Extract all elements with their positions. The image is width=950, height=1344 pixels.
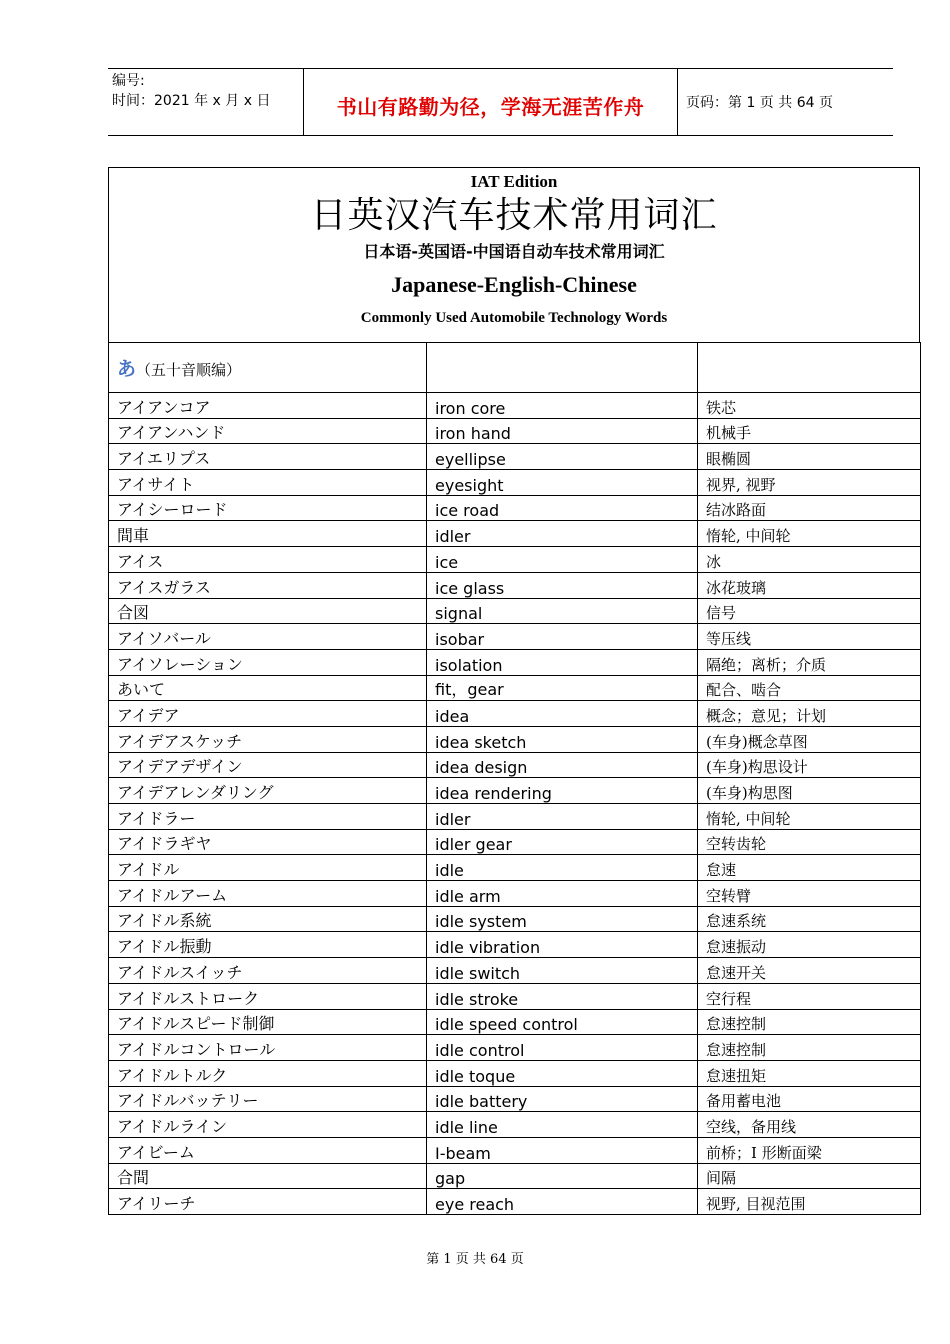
table-row	[109, 1035, 921, 1061]
english-term: idle toque	[427, 1060, 698, 1086]
english-term: idea design	[427, 752, 698, 778]
japanese-term: アイドラー	[109, 804, 427, 830]
table-row	[109, 572, 921, 598]
table-row	[109, 521, 921, 547]
english-term: idler gear	[427, 829, 698, 855]
japanese-term: アイサイト	[109, 470, 427, 496]
chinese-term: 铁芯	[698, 393, 921, 419]
chinese-term: (车身)概念草图	[698, 726, 921, 752]
japanese-term: アイデア	[109, 701, 427, 727]
japanese-term: アイドルライン	[109, 1112, 427, 1138]
table-row	[109, 1163, 921, 1189]
table-row	[109, 547, 921, 573]
table-row	[109, 624, 921, 650]
edition-label: IAT Edition	[470, 172, 558, 191]
english-term: idler	[427, 521, 698, 547]
english-term: isobar	[427, 624, 698, 650]
subtitle: 日本语-英国语-中国语自动车技术常用词汇	[363, 242, 665, 261]
header-page-info: 页码：第 1 页 共 64 页	[686, 95, 833, 111]
english-title: Japanese-English-Chinese	[391, 272, 637, 297]
table-row	[109, 701, 921, 727]
chinese-term: 隔绝；离析；介质	[698, 649, 921, 675]
english-term: fit，gear	[427, 675, 698, 701]
english-term: idle control	[427, 1035, 698, 1061]
document-number-label: 编号:	[112, 73, 145, 89]
chinese-term: 信号	[698, 598, 921, 624]
section-header-row	[109, 343, 921, 393]
japanese-term: アイデアスケッチ	[109, 726, 427, 752]
japanese-term: アイスガラス	[109, 572, 427, 598]
chinese-term: 等压线	[698, 624, 921, 650]
table-row	[109, 958, 921, 984]
english-term: idea rendering	[427, 778, 698, 804]
table-row	[109, 1137, 921, 1163]
english-term: eyesight	[427, 470, 698, 496]
japanese-term: アイドルアーム	[109, 881, 427, 907]
english-term: ice	[427, 547, 698, 573]
chinese-term: 怠速控制	[698, 1035, 921, 1061]
table-row	[109, 983, 921, 1009]
english-term: iron core	[427, 393, 698, 419]
chinese-term: 怠速控制	[698, 1009, 921, 1035]
table-row	[109, 726, 921, 752]
chinese-term: 空转齿轮	[698, 829, 921, 855]
table-row	[109, 393, 921, 419]
table-row	[109, 444, 921, 470]
document-time: 时间：2021 年 x 月 x 日	[112, 93, 271, 109]
table-row	[109, 1189, 921, 1215]
japanese-term: あいて	[109, 675, 427, 701]
english-term: ice road	[427, 495, 698, 521]
chinese-term: 冰	[698, 547, 921, 573]
english-term: idle switch	[427, 958, 698, 984]
table-row	[109, 649, 921, 675]
japanese-term: 合間	[109, 1163, 427, 1189]
table-row	[109, 495, 921, 521]
english-term: signal	[427, 598, 698, 624]
english-term: idea sketch	[427, 726, 698, 752]
chinese-term: 空转臂	[698, 881, 921, 907]
japanese-term: 合図	[109, 598, 427, 624]
japanese-term: アイドル振動	[109, 932, 427, 958]
table-row	[109, 1060, 921, 1086]
title-block	[108, 167, 920, 343]
japanese-term: 間車	[109, 521, 427, 547]
table-row	[109, 675, 921, 701]
japanese-term: アイドルスイッチ	[109, 958, 427, 984]
chinese-term: (车身)构思设计	[698, 752, 921, 778]
english-term: iron hand	[427, 418, 698, 444]
table-row	[109, 932, 921, 958]
table-row	[109, 778, 921, 804]
chinese-term: 怠速振动	[698, 932, 921, 958]
table-row	[109, 829, 921, 855]
japanese-term: アイドルコントロール	[109, 1035, 427, 1061]
english-term: idle vibration	[427, 932, 698, 958]
japanese-term: アイアンハンド	[109, 418, 427, 444]
english-term: idle battery	[427, 1086, 698, 1112]
english-term: I-beam	[427, 1137, 698, 1163]
chinese-term: 前桥；I 形断面梁	[698, 1137, 921, 1163]
japanese-term: アイドル	[109, 855, 427, 881]
table-row	[109, 418, 921, 444]
table-row	[109, 1086, 921, 1112]
section-note: （五十音顺编）	[136, 361, 242, 379]
japanese-term: アイデアデザイン	[109, 752, 427, 778]
header-motto: 书山有路勤为径，学海无涯苦作舟	[304, 69, 678, 135]
chinese-term: 惰轮, 中间轮	[698, 521, 921, 547]
japanese-term: アイデアレンダリング	[109, 778, 427, 804]
table-row	[109, 598, 921, 624]
table-row	[109, 752, 921, 778]
english-term: idle	[427, 855, 698, 881]
chinese-term: 惰轮, 中间轮	[698, 804, 921, 830]
section-empty-cell	[427, 343, 698, 393]
japanese-term: アイドルトルク	[109, 1060, 427, 1086]
table-row	[109, 1009, 921, 1035]
english-term: idle stroke	[427, 983, 698, 1009]
japanese-term: アイリーチ	[109, 1189, 427, 1215]
chinese-term: 怠速开关	[698, 958, 921, 984]
chinese-term: 间隔	[698, 1163, 921, 1189]
section-header-cell	[109, 343, 427, 393]
chinese-term: 空线，备用线	[698, 1112, 921, 1138]
chinese-term: 备用蓄电池	[698, 1086, 921, 1112]
chinese-term: (车身)构思图	[698, 778, 921, 804]
chinese-term: 概念；意见；计划	[698, 701, 921, 727]
table-row	[109, 855, 921, 881]
chinese-term: 怠速系统	[698, 906, 921, 932]
japanese-term: アイドラギヤ	[109, 829, 427, 855]
chinese-term: 冰花玻璃	[698, 572, 921, 598]
japanese-term: アイドルスピード制御	[109, 1009, 427, 1035]
header-meta	[108, 69, 304, 135]
page-header	[108, 68, 893, 136]
japanese-term: アイソレーション	[109, 649, 427, 675]
japanese-term: アイドルストローク	[109, 983, 427, 1009]
chinese-term: 怠速	[698, 855, 921, 881]
chinese-term: 结冰路面	[698, 495, 921, 521]
english-term: idle system	[427, 906, 698, 932]
table-row	[109, 1112, 921, 1138]
chinese-term: 空行程	[698, 983, 921, 1009]
english-term: eyellipse	[427, 444, 698, 470]
japanese-term: アイドルバッテリー	[109, 1086, 427, 1112]
page-footer: 第 1 页 共 64 页	[426, 1252, 524, 1267]
table-row	[109, 470, 921, 496]
main-title: 日英汉汽车技术常用词汇	[310, 195, 718, 236]
english-term: gap	[427, 1163, 698, 1189]
english-term: idle arm	[427, 881, 698, 907]
english-term: idea	[427, 701, 698, 727]
japanese-term: アイビーム	[109, 1137, 427, 1163]
english-term: ice glass	[427, 572, 698, 598]
english-term: idler	[427, 804, 698, 830]
chinese-term: 机械手	[698, 418, 921, 444]
table-row	[109, 804, 921, 830]
english-term: eye reach	[427, 1189, 698, 1215]
japanese-term: アイシーロード	[109, 495, 427, 521]
english-term: idle line	[427, 1112, 698, 1138]
table-row	[109, 881, 921, 907]
vocabulary-table	[108, 342, 921, 1215]
chinese-term: 配合、啮合	[698, 675, 921, 701]
english-term: idle speed control	[427, 1009, 698, 1035]
chinese-term: 视界, 视野	[698, 470, 921, 496]
japanese-term: アイドル系統	[109, 906, 427, 932]
japanese-term: アイアンコア	[109, 393, 427, 419]
chinese-term: 眼椭圆	[698, 444, 921, 470]
japanese-term: アイエリプス	[109, 444, 427, 470]
japanese-term: アイス	[109, 547, 427, 573]
section-empty-cell	[698, 343, 921, 393]
chinese-term: 怠速扭矩	[698, 1060, 921, 1086]
english-term: isolation	[427, 649, 698, 675]
section-kana: あ	[117, 358, 137, 380]
english-subtitle: Commonly Used Automobile Technology Words	[360, 310, 668, 326]
chinese-term: 视野, 目视范围	[698, 1189, 921, 1215]
table-row	[109, 906, 921, 932]
japanese-term: アイソバール	[109, 624, 427, 650]
